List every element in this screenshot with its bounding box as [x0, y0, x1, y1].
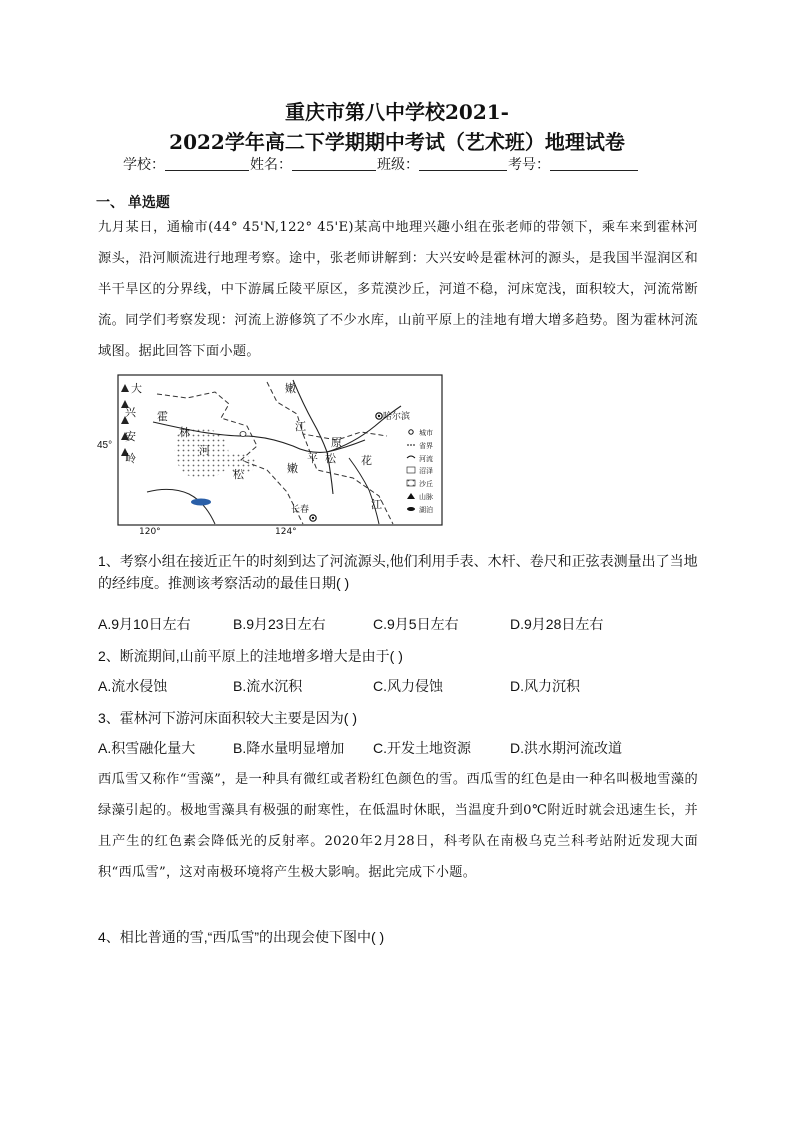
label-jiang-2: 江 — [371, 498, 382, 511]
question-3-stem: 3、霍林河下游河床面积较大主要是因为( ) — [98, 710, 357, 726]
lat-45-label: 45° — [97, 440, 113, 451]
name-blank[interactable] — [292, 156, 376, 171]
lon-124-label: 124° — [275, 527, 297, 537]
label-harbin: 哈尔滨 — [383, 412, 411, 422]
label-ping: 平 — [307, 452, 318, 465]
q1-option-b[interactable]: B.9月23日左右 — [233, 616, 326, 632]
title-line-1: 重庆市第八中学校2021- — [285, 100, 509, 124]
question-2-stem: 2、断流期间,山前平原上的洼地增多增大是由于( ) — [98, 648, 403, 664]
label-nen-2: 嫩 — [287, 462, 298, 475]
q2-option-b[interactable]: B.流水沉积 — [233, 678, 303, 694]
class-blank[interactable] — [419, 156, 507, 171]
legend-city: 城市 — [419, 429, 433, 437]
question-2-options — [98, 676, 698, 698]
exam-no-label: 考号： — [508, 156, 550, 172]
title-line-2: 2022学年高二下学期期中考试（艺术班）地理试卷 — [169, 130, 625, 154]
map-frame — [118, 375, 442, 525]
huolin-river-map — [117, 374, 443, 538]
q2-option-c[interactable]: C.风力侵蚀 — [373, 678, 443, 694]
label-hua: 花 — [361, 454, 372, 467]
label-xing: 兴 — [125, 406, 136, 419]
student-info-line — [123, 154, 683, 174]
question-1-stem: 1、考察小组在接近正午的时刻到达了河流源头,他们利用手表、木杆、卷尺和正弦表测量出了当地的经纬度。推测该考察活动的最佳日期( ) — [98, 553, 698, 591]
q2-option-d[interactable]: D.风力沉积 — [510, 678, 580, 694]
q3-option-c[interactable]: C.开发土地资源 — [373, 740, 471, 756]
label-song-2: 松 — [325, 452, 336, 465]
question-4-stem: 4、相比普通的雪,“西瓜雪”的出现会使下图中( ) — [98, 929, 385, 945]
legend-border: 省界 — [419, 442, 433, 450]
legend-river: 河流 — [419, 455, 433, 463]
q2-option-a[interactable]: A.流水侵蚀 — [98, 678, 168, 694]
label-da: 大 — [131, 382, 142, 395]
passage-2: 西瓜雪又称作“雪藻”，是一种具有微红或者粉红色颜色的雪。西瓜雪的红色是由一种名叫极地雪藻的绿藻引起的。极地雪藻具有极强的耐寒性，在低温时休眠，当温度升到0℃附近时就会迅速生长，并且产生的红色素会降低光的反射率。2020年2月28日，科考队在南极乌克兰科考站附近发现大面积“西瓜雪”，这对南极环境将产生极大影响。据此完成下小题。 — [98, 772, 698, 880]
label-he: 河 — [199, 444, 210, 457]
legend-lake: 湖泊 — [419, 506, 433, 514]
lake-small — [240, 432, 246, 437]
label-huo: 霍 — [157, 410, 168, 423]
label-changchun: 长春 — [291, 505, 310, 515]
passage-1: 九月某日，通榆市(44° 45'N,122° 45'E)某高中地理兴趣小组在张老师的带领下，乘车来到霍林河源头，沿河顺流进行地理考察。途中，张老师讲解到：大兴安岭是霍林河的源头，是我国半湿润区和半干旱区的分界线，中下游属丘陵平原区，多荒漠沙丘，河道不稳，河床宽浅，面积较大，河流常断流。同学们考察发现：河流上游修筑了不少水库，山前平原上的洼地有增大增多趋势。图为霍林河流域图。据此回答下面小题。 — [98, 220, 698, 359]
label-an: 安 — [125, 430, 136, 443]
name-label: 姓名： — [250, 156, 292, 172]
lon-120-label: 120° — [139, 527, 161, 537]
school-blank[interactable] — [165, 156, 249, 171]
class-label: 班级： — [377, 156, 419, 172]
legend-marsh: 沼泽 — [419, 467, 433, 475]
question-3-options — [98, 738, 698, 760]
legend-dune: 沙丘 — [419, 480, 433, 488]
label-nen-1: 嫩 — [285, 382, 296, 395]
label-lin: 林 — [179, 426, 190, 439]
school-label: 学校： — [123, 156, 165, 172]
q3-option-b[interactable]: B.降水量明显增加 — [233, 740, 345, 756]
lake — [191, 499, 211, 506]
q1-option-c[interactable]: C.9月5日左右 — [373, 616, 459, 632]
q3-option-d[interactable]: D.洪水期河流改道 — [510, 740, 622, 756]
section-heading: 一、 单选题 — [96, 194, 170, 210]
exam-no-blank[interactable] — [550, 156, 638, 171]
label-yuan: 原 — [331, 436, 342, 449]
q3-option-a[interactable]: A.积雪融化量大 — [98, 740, 196, 756]
label-song-1: 松 — [233, 468, 244, 481]
label-ling: 岭 — [125, 452, 136, 465]
label-jiang-1: 江 — [295, 420, 306, 433]
q1-option-a[interactable]: A.9月10日左右 — [98, 616, 191, 632]
q1-option-d[interactable]: D.9月28日左右 — [510, 616, 604, 632]
question-1-options — [98, 614, 698, 636]
legend-mountain: 山脉 — [419, 493, 433, 501]
